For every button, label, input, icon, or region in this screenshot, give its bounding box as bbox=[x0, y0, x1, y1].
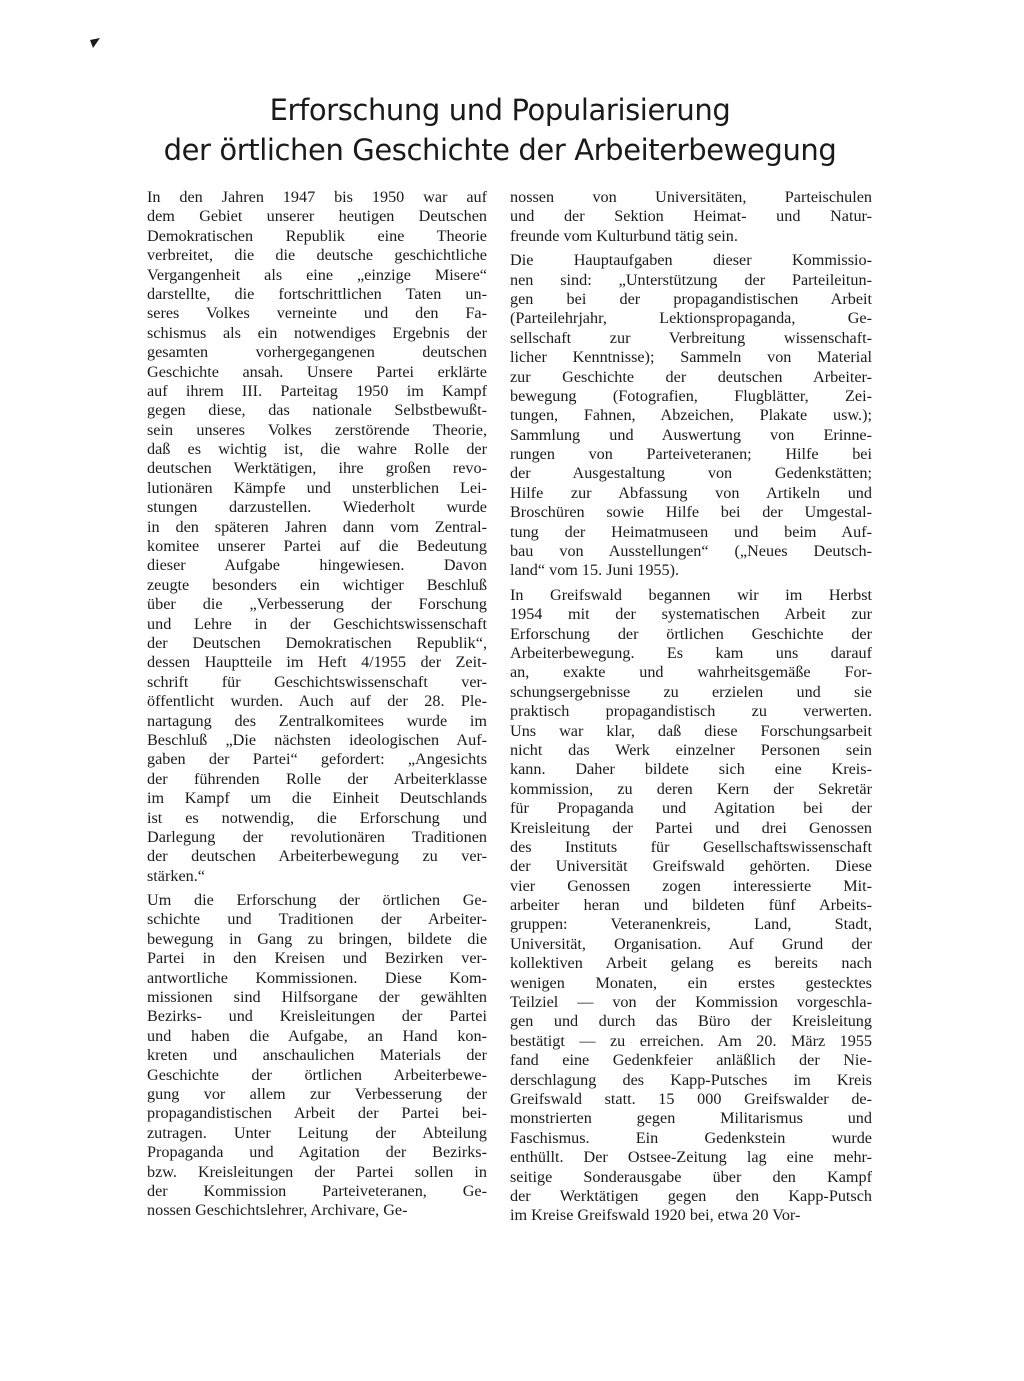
text-line: seres Volkes verneinte und den Fa- bbox=[147, 304, 487, 323]
text-line: und der Sektion Heimat- und Natur- bbox=[510, 207, 872, 226]
text-line: zur Geschichte der deutschen Arbeiter- bbox=[510, 367, 872, 386]
text-line: Geschichte der örtlichen Arbeiterbewe- bbox=[147, 1065, 487, 1084]
text-line: kreten und anschaulichen Materials der bbox=[147, 1046, 487, 1065]
text-line: kann. Daher bildete sich eine Kreis- bbox=[510, 760, 872, 779]
text-line: und haben die Aufgabe, an Hand kon- bbox=[147, 1026, 487, 1045]
text-line: gaben der Partei“ gefordert: „Angesichts bbox=[147, 750, 487, 769]
paragraph bbox=[147, 891, 487, 1221]
text-line: Teilziel — von der Kommission vorgeschla- bbox=[510, 993, 872, 1012]
text-line: komitee unserer Partei auf die Bedeutung bbox=[147, 537, 487, 556]
text-line: Universität, Organisation. Auf Grund der bbox=[510, 934, 872, 953]
text-line: (Parteilehrjahr, Lektionspropaganda, Ge- bbox=[510, 309, 872, 328]
text-line: tungen, Fahnen, Abzeichen, Plakate usw.); bbox=[510, 406, 872, 425]
text-line: lutionären Kämpfe und unsterblichen Lei- bbox=[147, 478, 487, 497]
text-line: schungsergebnisse zu erzielen und sie bbox=[510, 682, 872, 701]
text-line: Geschichte ansah. Unsere Partei erklärte bbox=[147, 362, 487, 381]
text-line: praktisch propagandistisch zu verwerten. bbox=[510, 702, 872, 721]
text-line: Beschluß „Die nächsten ideologischen Auf- bbox=[147, 730, 487, 749]
text-line: missionen sind Hilfsorgane der gewählten bbox=[147, 988, 487, 1007]
text-line: gung vor allem zur Verbesserung der bbox=[147, 1084, 487, 1103]
text-line: kommission, zu deren Kern der Sekretär bbox=[510, 779, 872, 798]
text-line: Bezirks- und Kreisleitungen der Partei bbox=[147, 1007, 487, 1026]
text-line: wenigen Monaten, ein erstes gestecktes bbox=[510, 973, 872, 992]
text-line: für Propaganda und Agitation bei der bbox=[510, 799, 872, 818]
text-line: im Kreise Greifswald 1920 bei, etwa 20 Vor- bbox=[510, 1206, 801, 1225]
text-line: schismus als ein notwendiges Ergebnis der bbox=[147, 323, 487, 342]
text-line: Broschüren sowie Hilfe bei der Umgestal- bbox=[510, 503, 872, 522]
text-line: zeugte besonders ein wichtiger Beschluß bbox=[147, 575, 487, 594]
text-line: bzw. Kreisleitungen der Partei sollen in bbox=[147, 1162, 487, 1181]
text-line: der Kommission Parteiveteranen, Ge- bbox=[147, 1181, 487, 1200]
text-line: vier Genossen zogen interessierte Mit- bbox=[510, 876, 872, 895]
text-line: Kreisleitung der Partei und drei Genossen bbox=[510, 818, 872, 837]
text-line: Erforschung der örtlichen Geschichte der bbox=[510, 624, 872, 643]
text-line: dem Gebiet unserer heutigen Deutschen bbox=[147, 207, 487, 226]
text-line: deutschen Werktätigen, ihre großen revo- bbox=[147, 459, 487, 478]
page-title-line-2: der örtlichen Geschichte der Arbeiterbewegung bbox=[163, 133, 837, 167]
text-line: des Instituts für Gesellschaftswissenschaft bbox=[510, 837, 872, 856]
text-line: bau von Ausstellungen“ („Neues Deutsch- bbox=[510, 542, 872, 561]
text-line: schrift für Geschichtswissenschaft ver- bbox=[147, 672, 487, 691]
left-column bbox=[147, 188, 487, 1221]
text-line: der Ausgestaltung von Gedenkstätten; bbox=[510, 464, 872, 483]
text-line: öffentlicht wurden. Auch auf der 28. Ple- bbox=[147, 692, 487, 711]
text-line: bewegung (Fotografien, Flugblätter, Zei- bbox=[510, 386, 872, 405]
text-line: land“ vom 15. Juni 1955). bbox=[510, 561, 680, 580]
text-line: gen bei der propagandistischen Arbeit bbox=[510, 289, 872, 308]
text-line: Faschismus. Ein Gedenkstein wurde bbox=[510, 1128, 872, 1147]
text-line: verbreitet, die die deutsche geschichtliche bbox=[147, 246, 487, 265]
text-line: darstellte, die fortschrittlichen Taten un- bbox=[147, 284, 487, 303]
text-line: fand eine Gedenkfeier anläßlich der Nie- bbox=[510, 1051, 872, 1070]
text-line: im Kampf um die Einheit Deutschlands bbox=[147, 789, 487, 808]
text-line: nartagung des Zentralkomitees wurde im bbox=[147, 711, 487, 730]
text-line: der Deutschen Demokratischen Republik“, bbox=[147, 633, 487, 652]
text-line: In den Jahren 1947 bis 1950 war auf bbox=[147, 188, 487, 206]
text-line: Partei in den Kreisen und Bezirken ver- bbox=[147, 949, 487, 968]
corner-mark-icon bbox=[90, 38, 102, 50]
text-line: Sammlung und Auswertung von Erinne- bbox=[510, 425, 872, 444]
text-line: Die Hauptaufgaben dieser Kommissio- bbox=[510, 251, 872, 270]
text-line: Darlegung der revolutionären Traditionen bbox=[147, 827, 487, 846]
text-line: Uns war klar, daß diese Forschungsarbeit bbox=[510, 721, 872, 740]
text-line: bestätigt — zu erreichen. Am 20. März 1955 bbox=[510, 1031, 872, 1050]
text-line: licher Kenntnisse); Sammeln von Material bbox=[510, 348, 872, 367]
text-line: gesamten vorhergegangenen deutschen bbox=[147, 343, 487, 362]
text-line: derschlagung des Kapp-Putsches im Kreis bbox=[510, 1070, 872, 1089]
text-line: Propaganda und Agitation der Bezirks- bbox=[147, 1143, 487, 1162]
text-line: nossen von Universitäten, Parteischulen bbox=[510, 188, 872, 206]
text-line: freunde vom Kulturbund tätig sein. bbox=[510, 226, 738, 245]
paragraph bbox=[510, 586, 872, 1226]
text-line: der Werktätigen gegen den Kapp-Putsch bbox=[510, 1186, 872, 1205]
text-line: Arbeiterbewegung. Es kam uns darauf bbox=[510, 643, 872, 662]
text-line: stungen darzustellen. Wiederholt wurde bbox=[147, 498, 487, 517]
text-line: 1954 mit der systematischen Arbeit zur bbox=[510, 605, 872, 624]
right-column bbox=[510, 188, 872, 1226]
text-line: Greifswald statt. 15 000 Greifswalder de- bbox=[510, 1089, 872, 1108]
text-line: gruppen: Veteranenkreis, Land, Stadt, bbox=[510, 915, 872, 934]
paragraph bbox=[147, 188, 487, 886]
text-line: arbeiter heran und bildeten fünf Arbeits- bbox=[510, 896, 872, 915]
text-line: bewegung in Gang zu bringen, bildete die bbox=[147, 929, 487, 948]
text-line: monstrierten gegen Militarismus und bbox=[510, 1109, 872, 1128]
text-line: nicht das Werk einzelner Personen sein bbox=[510, 740, 872, 759]
text-line: In Greifswald begannen wir im Herbst bbox=[510, 585, 872, 604]
text-line: gen und durch das Büro der Kreisleitung bbox=[510, 1012, 872, 1031]
text-line: dessen Hauptteile im Heft 4/1955 der Zeit- bbox=[147, 653, 487, 672]
text-line: antwortliche Kommissionen. Diese Kom- bbox=[147, 968, 487, 987]
text-line: der deutschen Arbeiterbewegung zu ver- bbox=[147, 847, 487, 866]
text-line: der führenden Rolle der Arbeiterklasse bbox=[147, 769, 487, 788]
text-line: Demokratischen Republik eine Theorie bbox=[147, 226, 487, 245]
text-line: schichte und Traditionen der Arbeiter- bbox=[147, 910, 487, 929]
text-line: dieser Aufgabe hingewiesen. Davon bbox=[147, 556, 487, 575]
text-line: der Universität Greifswald gehörten. Diese bbox=[510, 857, 872, 876]
text-line: enthüllt. Der Ostsee-Zeitung lag eine mehr- bbox=[510, 1148, 872, 1167]
text-line: und Lehre in der Geschichtswissenschaft bbox=[147, 614, 487, 633]
text-line: rungen von Parteiveteranen; Hilfe bei bbox=[510, 445, 872, 464]
text-line: tung der Heimatmuseen und beim Auf- bbox=[510, 522, 872, 541]
text-line: ist es notwendig, die Erforschung und bbox=[147, 808, 487, 827]
paragraph bbox=[510, 251, 872, 581]
text-line: auf ihrem III. Parteitag 1950 im Kampf bbox=[147, 381, 487, 400]
text-line: gegen diese, das nationale Selbstbewußt- bbox=[147, 401, 487, 420]
text-line: Um die Erforschung der örtlichen Ge- bbox=[147, 891, 487, 910]
text-line: seitige Sonderausgabe über den Kampf bbox=[510, 1167, 872, 1186]
text-line: an, exakte und wahrheitsgemäße For- bbox=[510, 663, 872, 682]
text-line: über die „Verbesserung der Forschung bbox=[147, 595, 487, 614]
text-line: sein unseres Volkes zerstörende Theorie, bbox=[147, 420, 487, 439]
text-line: stärken.“ bbox=[147, 866, 205, 885]
text-line: nossen Geschichtslehrer, Archivare, Ge- bbox=[147, 1201, 408, 1220]
paragraph bbox=[510, 188, 872, 246]
text-line: sellschaft zur Verbreitung wissenschaft- bbox=[510, 328, 872, 347]
text-line: nen sind: „Unterstützung der Parteileitun- bbox=[510, 270, 872, 289]
text-line: propagandistischen Arbeit der Partei bei- bbox=[147, 1104, 487, 1123]
text-line: zutragen. Unter Leitung der Abteilung bbox=[147, 1123, 487, 1142]
page-title-line-1: Erforschung und Popularisierung bbox=[269, 93, 731, 127]
text-line: kollektiven Arbeit gelang es bereits nach bbox=[510, 954, 872, 973]
text-line: Hilfe zur Abfassung von Artikeln und bbox=[510, 483, 872, 502]
text-line: in den späteren Jahren dann vom Zentral- bbox=[147, 517, 487, 536]
text-line: daß es wichtig ist, die wahre Rolle der bbox=[147, 440, 487, 459]
text-line: Vergangenheit als eine „einzige Misere“ bbox=[147, 265, 487, 284]
